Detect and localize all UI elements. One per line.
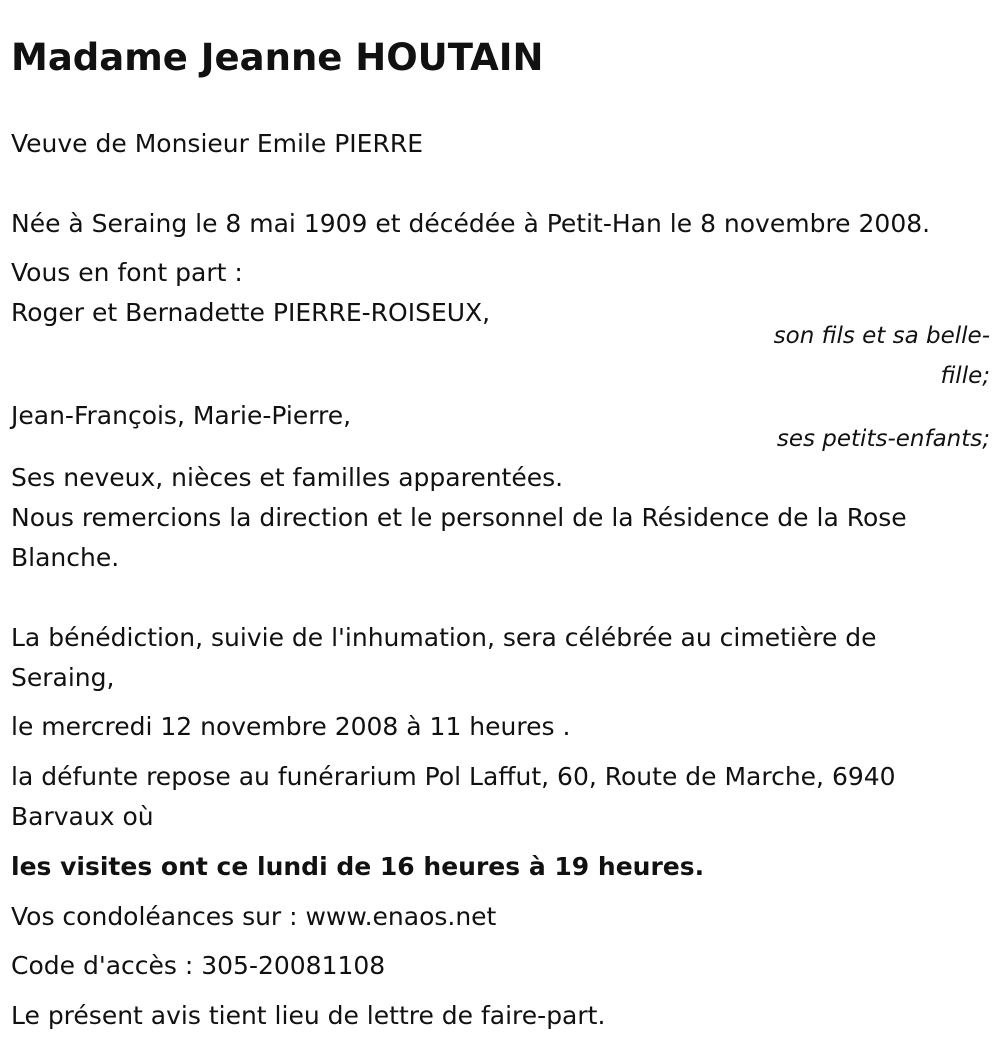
rest-line1: la défunte repose au funérarium Pol Laffut, 60, Route de Marche, 6940: [11, 762, 896, 791]
access-code-line: Code d'accès : 305-20081108: [11, 951, 386, 980]
ceremony-line1: La bénédiction, suivie de l'inhumation, sera célébrée au cimetière de: [11, 623, 877, 652]
thanks-line2: Blanche.: [11, 543, 120, 572]
thanks-line1: Nous remercions la direction et le personnel de la Résidence de la Rose: [11, 503, 907, 532]
family-grandchildren-names: Jean-François, Marie-Pierre,: [11, 401, 352, 430]
announce-intro: Vous en font part :: [11, 258, 243, 287]
family-grandchildren-relation: ses petits-enfants;: [776, 426, 990, 452]
rest-line2: Barvaux où: [11, 802, 154, 831]
visits-line: les visites ont ce lundi de 16 heures à 19 heures.: [11, 852, 705, 881]
widow-line: Veuve de Monsieur Emile PIERRE: [11, 129, 423, 158]
family-son-relation-line1: son fils et sa belle-: [773, 323, 990, 349]
ceremony-line2: Seraing,: [11, 663, 115, 692]
family-son-names: Roger et Bernadette PIERRE-ROISEUX,: [11, 298, 491, 327]
birth-death-line: Née à Seraing le 8 mai 1909 et décédée à Petit-Han le 8 novembre 2008.: [11, 209, 931, 238]
family-son-relation-line2: fille;: [940, 363, 990, 389]
deceased-name-title: Madame Jeanne HOUTAIN: [11, 36, 544, 79]
relatives-line: Ses neveux, nièces et familles apparentées.: [11, 463, 564, 492]
ceremony-date: le mercredi 12 novembre 2008 à 11 heures .: [11, 712, 571, 741]
condolences-line: Vos condoléances sur : www.enaos.net: [11, 902, 497, 931]
closing-line: Le présent avis tient lieu de lettre de faire-part.: [11, 1001, 606, 1030]
